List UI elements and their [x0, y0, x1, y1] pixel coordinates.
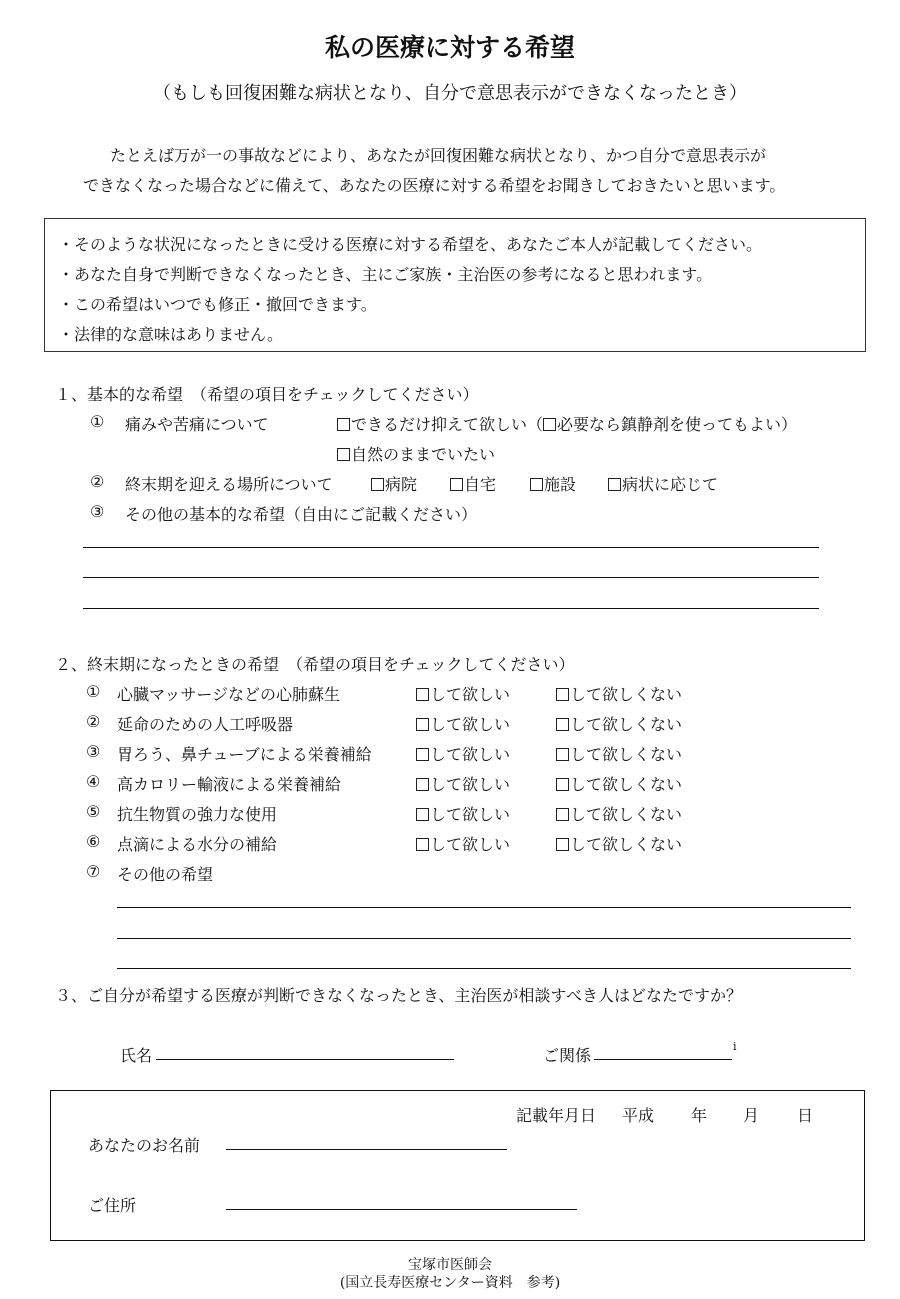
intro-line-1: たとえば万が一の事故などにより、あなたが回復困難な病状となり、かつ自分で意思表示が — [110, 146, 767, 165]
basic-wish-line-1[interactable] — [83, 547, 819, 548]
s2-item3-yes[interactable] — [416, 742, 510, 765]
record-era: 平成 — [622, 1106, 655, 1125]
note-2: ・あなた自身で判断できなくなったとき、主にご家族・主治医の参考になると思われます。 — [58, 265, 713, 284]
other-wish-line-2[interactable] — [117, 938, 851, 939]
s2-item6-label: 点滴による水分の補給 — [117, 835, 278, 854]
s2-item4-no[interactable] — [556, 772, 682, 795]
s2-item4-yes-checkbox[interactable] — [416, 778, 429, 791]
s2-item1-yes-checkbox[interactable] — [416, 688, 429, 701]
s2-item6-no-checkbox[interactable] — [556, 838, 569, 851]
section1-item2-label: 終末期を迎える場所について — [125, 475, 333, 494]
page-title: 私の医療に対する希望 — [324, 33, 575, 62]
no-label: して欲しくない — [570, 835, 683, 854]
place-depends-label: 病状に応じて — [622, 475, 719, 494]
s2-item7-num: ⑦ — [86, 862, 101, 881]
no-label: して欲しくない — [570, 775, 683, 794]
place-home-label: 自宅 — [464, 475, 497, 494]
place-home-checkbox[interactable] — [450, 478, 463, 491]
yes-label: して欲しい — [430, 805, 511, 824]
place-hospital-label: 病院 — [385, 475, 418, 494]
your-name-field[interactable] — [226, 1149, 507, 1150]
your-name-label: あなたのお名前 — [88, 1136, 201, 1155]
s2-item5-no[interactable] — [556, 802, 682, 825]
yes-label: して欲しい — [430, 745, 511, 764]
section1-item2-num: ② — [90, 472, 105, 491]
place-hospital-option[interactable] — [371, 472, 417, 495]
pain-suppress-label: できるだけ抑えて欲しい（ — [351, 415, 544, 434]
contact-name-label: 氏名 — [120, 1046, 153, 1065]
s2-item2-yes[interactable] — [416, 712, 510, 735]
contact-name-field[interactable] — [156, 1059, 454, 1060]
place-facility-checkbox[interactable] — [530, 478, 543, 491]
s2-item4-yes[interactable] — [416, 772, 510, 795]
yes-label: して欲しい — [430, 715, 511, 734]
s2-item1-no[interactable] — [556, 682, 682, 705]
s2-item5-yes[interactable] — [416, 802, 510, 825]
place-facility-label: 施設 — [544, 475, 577, 494]
s2-item6-yes-checkbox[interactable] — [416, 838, 429, 851]
no-label: して欲しくない — [570, 745, 683, 764]
yes-label: して欲しい — [430, 775, 511, 794]
section1-heading: １、基本的な希望 （希望の項目をチェックしてください） — [55, 385, 479, 404]
s2-item3-label: 胃ろう、鼻チューブによる栄養補給 — [117, 745, 372, 764]
s2-item2-label: 延命のための人工呼吸器 — [117, 715, 294, 734]
pain-natural-checkbox[interactable] — [337, 448, 350, 461]
s2-item6-yes[interactable] — [416, 832, 510, 855]
section2-heading: ２、終末期になったときの希望 （希望の項目をチェックしてください） — [55, 655, 575, 674]
pain-suppress-checkbox[interactable] — [337, 418, 350, 431]
basic-wish-line-3[interactable] — [83, 608, 819, 609]
s2-item3-no-checkbox[interactable] — [556, 748, 569, 761]
s2-item4-num: ④ — [86, 772, 101, 791]
place-depends-option[interactable] — [608, 472, 718, 495]
contact-relation-field[interactable] — [594, 1059, 732, 1060]
s2-item5-yes-checkbox[interactable] — [416, 808, 429, 821]
address-field[interactable] — [226, 1209, 577, 1210]
contact-relation-label: ご関係 — [543, 1046, 592, 1065]
section1-item1-num: ① — [90, 412, 105, 431]
s2-item2-no-checkbox[interactable] — [556, 718, 569, 731]
s2-item7-label: その他の希望 — [117, 865, 214, 884]
no-label: して欲しくない — [570, 685, 683, 704]
relation-mark: i — [733, 1040, 737, 1053]
basic-wish-line-2[interactable] — [83, 577, 819, 578]
footer-source: (国立長寿医療センター資料 参考) — [339, 1275, 561, 1291]
pain-suppress-option[interactable] — [337, 412, 797, 435]
section1-item1-label: 痛みや苦痛について — [125, 415, 269, 434]
section3-heading: ３、ご自分が希望する医療が判断できなくなったとき、主治医が相談すべき人はどなたですか？ — [55, 986, 743, 1005]
record-date-label: 記載年月日 — [516, 1106, 597, 1125]
s2-item2-yes-checkbox[interactable] — [416, 718, 429, 731]
s2-item5-label: 抗生物質の強力な使用 — [117, 805, 278, 824]
other-wish-line-3[interactable] — [117, 968, 851, 969]
section1-item3-num: ③ — [90, 502, 105, 521]
s2-item3-no[interactable] — [556, 742, 682, 765]
s2-item3-yes-checkbox[interactable] — [416, 748, 429, 761]
s2-item1-num: ① — [86, 682, 101, 701]
s2-item5-num: ⑤ — [86, 802, 101, 821]
s2-item1-label: 心臓マッサージなどの心肺蘇生 — [117, 685, 341, 704]
yes-label: して欲しい — [430, 835, 511, 854]
s2-item4-no-checkbox[interactable] — [556, 778, 569, 791]
note-4: ・法律的な意味はありません。 — [58, 325, 283, 344]
s2-item4-label: 高カロリー輸液による栄養補給 — [117, 775, 342, 794]
place-hospital-checkbox[interactable] — [371, 478, 384, 491]
s2-item2-no[interactable] — [556, 712, 682, 735]
place-home-option[interactable] — [450, 472, 496, 495]
yes-label: して欲しい — [430, 685, 511, 704]
sedative-ok-checkbox[interactable] — [543, 418, 556, 431]
s2-item1-yes[interactable] — [416, 682, 510, 705]
s2-item6-num: ⑥ — [86, 832, 101, 851]
place-depends-checkbox[interactable] — [608, 478, 621, 491]
footer-org: 宝塚市医師会 — [408, 1257, 492, 1273]
s2-item1-no-checkbox[interactable] — [556, 688, 569, 701]
note-3: ・この希望はいつでも修正・撤回できます。 — [58, 295, 377, 314]
s2-item2-num: ② — [86, 712, 101, 731]
s2-item6-no[interactable] — [556, 832, 682, 855]
no-label: して欲しくない — [570, 805, 683, 824]
record-year-label: 年 — [691, 1106, 708, 1125]
intro-line-2: できなくなった場合などに備えて、あなたの医療に対する希望をお聞きしておきたいと思います。 — [83, 176, 786, 195]
place-facility-option[interactable] — [530, 472, 576, 495]
note-1: ・そのような状況になったときに受ける医療に対する希望を、あなたご本人が記載してください。 — [58, 235, 763, 254]
page-subtitle: （もしも回復困難な病状となり、自分で意思表示ができなくなったとき） — [153, 83, 747, 104]
record-month-label: 月 — [743, 1106, 760, 1125]
no-label: して欲しくない — [570, 715, 683, 734]
pain-natural-label: 自然のままでいたい — [351, 445, 496, 464]
section1-item3-label: その他の基本的な希望（自由にご記載ください） — [125, 505, 478, 524]
address-label: ご住所 — [88, 1196, 137, 1215]
s2-item3-num: ③ — [86, 742, 101, 761]
sedative-ok-label: 必要なら鎮静剤を使ってもよい） — [557, 415, 798, 434]
pain-natural-option[interactable] — [337, 442, 495, 465]
other-wish-line-1[interactable] — [117, 907, 851, 908]
record-day-label: 日 — [797, 1106, 814, 1125]
s2-item5-no-checkbox[interactable] — [556, 808, 569, 821]
